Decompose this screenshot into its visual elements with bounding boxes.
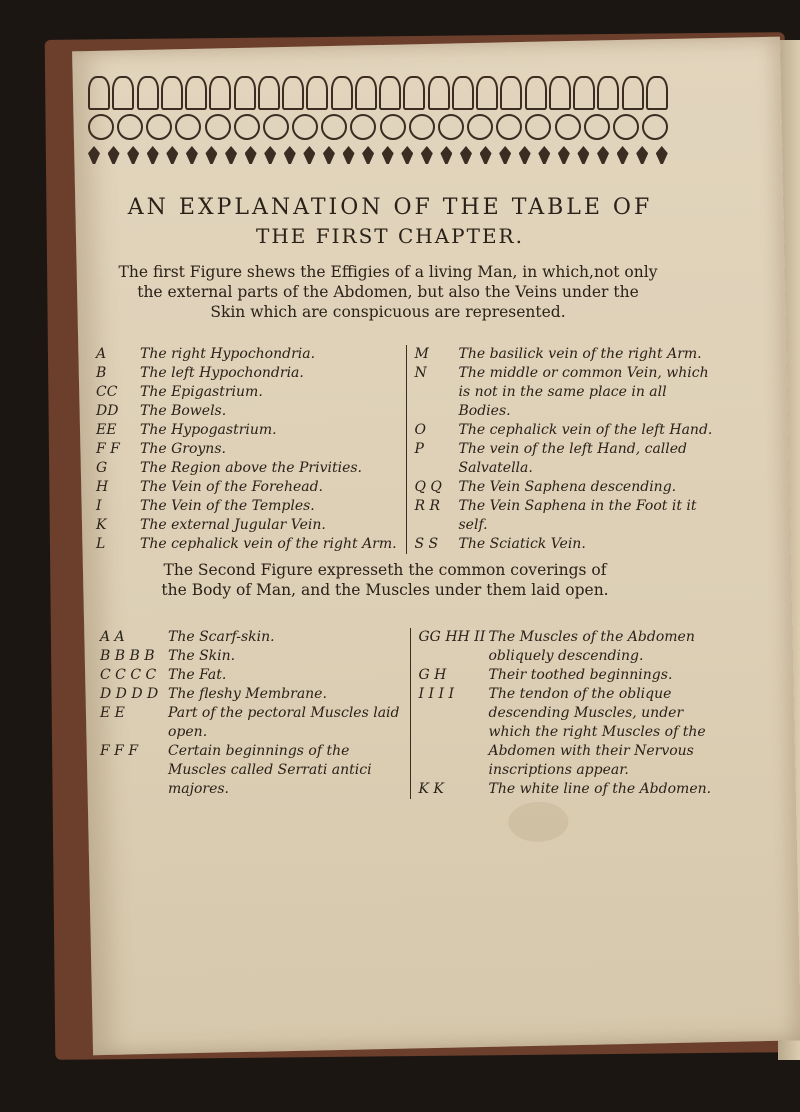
legend-text: The right Hypochondria.	[140, 346, 316, 362]
legend-text: The vein of the left Hand, called Salvatella.	[458, 441, 688, 476]
legend-text: The Epigastrium.	[140, 384, 263, 400]
first-figure-intro: The first Figure shews the Effigies of a living Man, in which,not only the external parts of the Abdomen, but also the Veins under the Skin which are conspicuous are represented.	[118, 263, 658, 321]
first-figure-right-column	[406, 345, 717, 554]
legend-key: C C C C	[100, 667, 157, 683]
legend-key: D D D D	[100, 686, 159, 702]
legend-entry	[100, 704, 402, 742]
legend-key: E E	[100, 705, 125, 721]
ornament-row-top	[88, 76, 668, 110]
legend-entry	[415, 345, 717, 364]
heading-line-1: AN EXPLANATION OF THE TABLE OF	[127, 195, 653, 220]
second-figure-intro: The Second Figure expresseth the common coverings of the Body of Man, and the Muscles under them laid open.	[161, 561, 609, 599]
legend-key: CC	[96, 384, 118, 400]
legend-text: The Muscles of the Abdomen obliquely descending.	[488, 629, 695, 664]
legend-key: L	[96, 536, 106, 552]
first-figure-left-column	[96, 345, 406, 554]
legend-entry	[415, 497, 717, 535]
legend-entry	[96, 383, 398, 402]
legend-text: The Groyns.	[140, 441, 226, 457]
legend-entry	[96, 497, 398, 516]
legend-entry	[96, 516, 398, 535]
legend-text: Their toothed beginnings.	[488, 667, 673, 683]
legend-entry	[419, 666, 721, 685]
legend-key: B	[96, 365, 107, 381]
second-figure-left-column	[100, 628, 410, 799]
first-figure-legend	[96, 345, 716, 554]
legend-entry	[415, 478, 717, 497]
legend-key: B B B B	[100, 648, 155, 664]
legend-text: The cephalick vein of the right Arm.	[140, 536, 397, 552]
legend-key: F F F	[100, 743, 139, 759]
legend-entry	[96, 421, 398, 440]
legend-text: The fleshy Membrane.	[168, 686, 327, 702]
legend-entry	[415, 440, 717, 478]
legend-key: K	[96, 517, 107, 533]
decorative-header-band	[88, 76, 668, 182]
ornament-row-middle	[88, 110, 668, 140]
legend-entry	[96, 402, 398, 421]
legend-text: The Vein Saphena in the Foot it it self.	[458, 498, 697, 533]
legend-entry	[96, 478, 398, 497]
legend-key: G H	[418, 667, 447, 683]
legend-text: The white line of the Abdomen.	[488, 781, 712, 797]
legend-key: K K	[418, 781, 444, 797]
legend-text: Certain beginnings of the Muscles called Serrati antici majores.	[168, 743, 372, 797]
legend-entry	[415, 421, 717, 440]
legend-entry	[419, 685, 721, 780]
legend-text: The Sciatick Vein.	[458, 536, 586, 552]
legend-text: The Fat.	[168, 667, 227, 683]
legend-key: R R	[414, 498, 441, 514]
legend-key: EE	[96, 422, 117, 438]
legend-text: The Vein of the Forehead.	[140, 479, 323, 495]
chapter-heading	[110, 194, 670, 250]
legend-entry	[96, 364, 398, 383]
legend-entry	[100, 647, 402, 666]
legend-entry	[96, 440, 398, 459]
legend-text: The Bowels.	[140, 403, 227, 419]
legend-entry	[100, 685, 402, 704]
legend-text: Part of the pectoral Muscles laid open.	[168, 705, 400, 740]
legend-text: The Region above the Privities.	[140, 460, 363, 476]
legend-entry	[415, 364, 717, 421]
legend-key: Q Q	[414, 479, 442, 495]
legend-entry	[100, 742, 402, 799]
legend-text: The basilick vein of the right Arm.	[458, 346, 702, 362]
legend-key: GG HH II	[418, 629, 486, 645]
heading-line-2: THE FIRST CHAPTER.	[256, 224, 524, 248]
legend-entry	[100, 666, 402, 685]
page-stain	[508, 801, 569, 842]
legend-text: The Hypogastrium.	[140, 422, 277, 438]
legend-entry	[96, 459, 398, 478]
legend-key: I I I I	[418, 686, 454, 702]
legend-text: The tendon of the oblique descending Muscles, under which the right Muscles of the Abdomen with their Nervous inscriptions appear.	[488, 686, 706, 778]
legend-key: S S	[414, 536, 439, 552]
legend-text: The cephalick vein of the left Hand.	[458, 422, 713, 438]
legend-key: M	[414, 346, 429, 362]
legend-text: The middle or common Vein, which is not in the same place in all Bodies.	[458, 365, 709, 419]
legend-entry	[96, 535, 398, 554]
legend-text: The Vein of the Temples.	[140, 498, 315, 514]
second-figure-right-column	[410, 628, 721, 799]
legend-key: I	[96, 498, 102, 514]
legend-entry	[419, 780, 721, 799]
legend-entry	[96, 345, 398, 364]
legend-key: A A	[100, 629, 125, 645]
ornament-row-bottom	[88, 140, 668, 164]
legend-key: N	[414, 365, 427, 381]
legend-text: The external Jugular Vein.	[140, 517, 326, 533]
legend-text: The Vein Saphena descending.	[458, 479, 677, 495]
legend-key: DD	[96, 403, 119, 419]
legend-key: A	[96, 346, 107, 362]
legend-key: G	[96, 460, 108, 476]
legend-key: H	[96, 479, 109, 495]
legend-entry	[100, 628, 402, 647]
second-figure-legend	[100, 628, 720, 799]
legend-text: The Scarf-skin.	[168, 629, 275, 645]
legend-entry	[415, 535, 717, 554]
legend-text: The Skin.	[168, 648, 236, 664]
legend-entry	[419, 628, 721, 666]
legend-key: O	[414, 422, 426, 438]
legend-key: P	[414, 441, 424, 457]
legend-text: The left Hypochondria.	[140, 365, 304, 381]
legend-key: F F	[96, 441, 120, 457]
